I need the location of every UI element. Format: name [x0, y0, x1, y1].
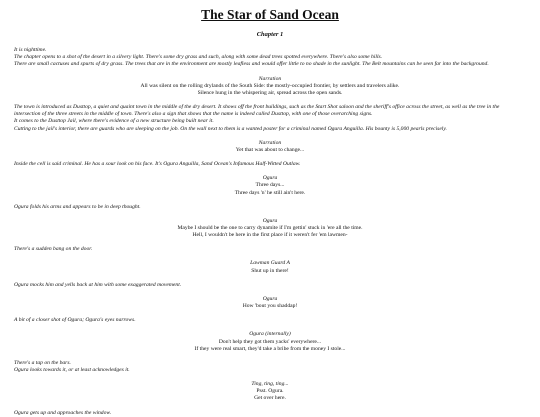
speaker-name: Ting, ting, ting...: [251, 381, 289, 388]
dialogue-block: [14, 218, 526, 239]
dialogue-block: [14, 296, 526, 310]
dialogue-line: Shut up in there!: [251, 267, 289, 274]
dialogue-line: How 'bout you shaddap!: [242, 303, 298, 310]
action-line: The town is introduced as Dusttop, a quiet and quaint town in the middle of the dry desert. It shows off the front buildings, such as the Start Shot saloon and the sheriff's office across the street, as well as the tree in the intersection of the three streets in the middle of town. There's also a sign that shows that the name is indeed called Dusttop, with one of those overarching signs.: [14, 104, 500, 118]
dialogue-block: [14, 76, 526, 97]
action-line: Cutting to the jail's interior, there are guards who are sleeping on the job. On the wall next to them is a wanted poster for a criminal named Ogura Anguilla. His bounty is 5,000 pearls precisely.: [14, 125, 447, 132]
dialogue-line: If they were real smart, they'd take a bribe from the money I stole...: [194, 345, 346, 352]
dialogue-block: [14, 331, 526, 352]
speaker-name: Ogura (internally): [249, 331, 291, 338]
action-paragraph: [14, 410, 526, 417]
action-paragraph: [14, 47, 526, 68]
chapter-heading: Chapter 1: [256, 30, 284, 38]
story-title: The Star of Sand Ocean: [201, 7, 339, 22]
action-line: Inside the cell is said criminal. He has a sour look on his face. It's Ogura Anguilla, Sand Ocean's Infamous Half-Witted Outlaw.: [14, 161, 301, 168]
dialogue-line: Psst. Ogura.: [256, 388, 284, 395]
action-paragraph: [14, 161, 526, 168]
dialogue-line: Three days...: [255, 182, 285, 189]
action-line: It is nighttime.: [14, 47, 47, 54]
action-paragraph: [14, 204, 526, 211]
action-paragraph: [14, 317, 526, 324]
action-paragraph: [14, 104, 526, 133]
speaker-name: Narration: [258, 75, 282, 82]
action-line: Ogura gets up and approaches the window.: [14, 409, 112, 416]
dialogue-line: Silence hung in the whispering air, spread across the open sands.: [197, 89, 343, 96]
speaker-name: Narration: [258, 139, 282, 146]
dialogue-block: [14, 175, 526, 196]
action-line: Ogura looks towards it, or at least acknowledges it.: [14, 367, 130, 373]
dialogue-line: All was silent on the rolling drylands of the South Side: the mostly-occupied frontier, by settlers and travelers alike.: [140, 82, 400, 89]
speaker-name: Ogura: [262, 217, 278, 224]
dialogue-block: [14, 260, 526, 274]
script-content: [14, 47, 526, 417]
speaker-name: Lawman Guard A: [250, 260, 290, 267]
action-line: A bit of a closer shot of Ogura; Ogura's eyes narrows.: [14, 317, 136, 324]
dialogue-line: Three days 'n' he still ain't here.: [234, 189, 306, 196]
action-line: There's a tap on the bars.: [14, 359, 71, 366]
speaker-name: Ogura: [262, 295, 278, 302]
action-line: Ogura folds his arms and appears to be in deep thought.: [14, 203, 141, 210]
action-line: Ogura mocks him and yells back at him with some exaggerated movement.: [14, 281, 182, 288]
speaker-name: Ogura: [262, 175, 278, 182]
dialogue-line: Get over here.: [254, 395, 286, 402]
dialogue-line: Maybe I should be the one to carry dynamite if I'm gettin' stuck in 'ere all the time.: [177, 224, 363, 231]
dialogue-line: Hell, I wouldn't be here in the first place if it weren't fer 'em lawmen-: [192, 232, 348, 239]
action-paragraph: [14, 282, 526, 289]
dialogue-block: [14, 140, 526, 154]
action-paragraph: [14, 360, 526, 374]
action-line: There are small cactuses and spurts of dry grass. The trees that are in the environment are mostly leafless and would offer little to no shade in the sunlight. The Belt mountains can be seen far into the background.: [14, 61, 489, 68]
action-line: There's a sudden bang on the door.: [14, 246, 93, 253]
dialogue-block: [14, 381, 526, 402]
dialogue-line: Yet that was about to change...: [235, 146, 305, 153]
action-paragraph: [14, 246, 526, 253]
action-line: The chapter opens to a shot of the desert in a silvery light. There's some dry grass and such, along with some dead trees spotted everywhere. There's also some hills.: [14, 54, 383, 61]
dialogue-line: Don't help they got them yacks' everywhere...: [218, 338, 322, 345]
action-line: It comes to the Dusttop Jail, where there's evidence of a new structure being built near it.: [14, 118, 214, 125]
